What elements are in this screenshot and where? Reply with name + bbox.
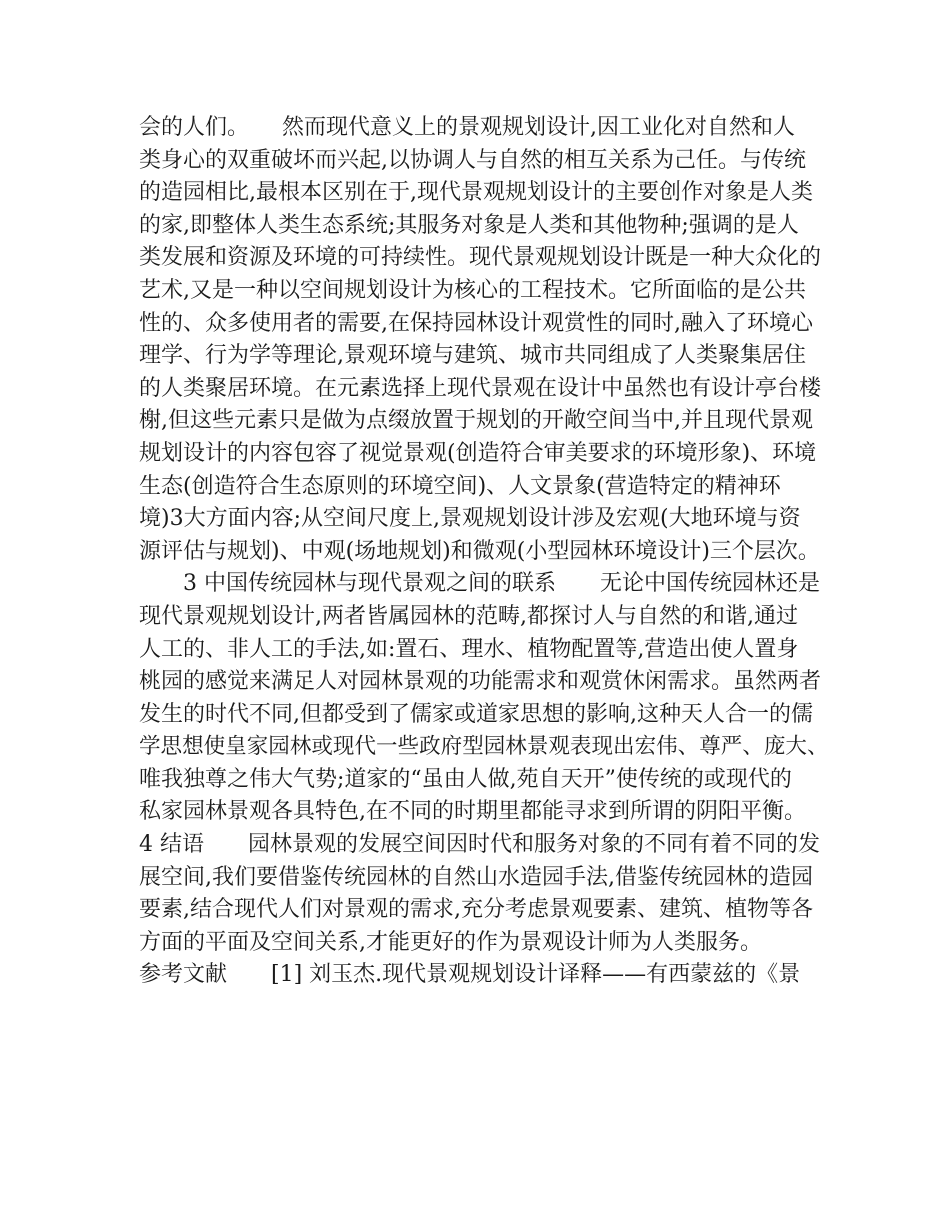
section-heading-line: 4 结语 园林景观的发展空间因时代和服务对象的不同有着不同的发 — [139, 832, 820, 858]
text-line: 学思想使皇家园林或现代一些政府型园林景观表现出宏伟、尊严、庞大、 — [139, 734, 829, 760]
text-line: 类发展和资源及环境的可持续性。现代景观规划设计既是一种大众化的 — [139, 245, 822, 271]
text-line: 规划设计的内容包容了视觉景观(创造符合审美要求的环境形象)、环境 — [139, 440, 817, 466]
text-line: 现代景观规划设计,两者皆属园林的范畴,都探讨人与自然的和谐,通过 — [139, 603, 798, 629]
text-line: 性的、众多使用者的需要,在保持园林设计观赏性的同时,融入了环境心 — [139, 310, 813, 336]
text-line: 唯我独尊之伟大气势;道家的“虽由人做,苑自天开”使传统的或现代的 — [139, 766, 792, 792]
text-line: 生态(创造符合生态原则的环境空间)、人文景象(营造特定的精神环 — [139, 473, 781, 499]
text-line: 发生的时代不同,但都受到了儒家或道家思想的影响,这种天人合一的儒 — [139, 701, 813, 727]
text-line: 艺术,又是一种以空间规划设计为核心的工程技术。它所面临的是公共 — [139, 277, 806, 303]
text-line: 桃园的感觉来满足人对园林景观的功能需求和观赏休闲需求。虽然两者 — [139, 669, 822, 695]
body-text — [139, 112, 829, 992]
references-line: 参考文献 [1] 刘玉杰.现代景观规划设计译释——有西蒙兹的《景 — [139, 962, 801, 988]
section-heading-line: 3 中国传统园林与现代景观之间的联系 无论中国传统园林还是 — [139, 571, 820, 597]
text-line: 人工的、非人工的手法,如:置石、理水、植物配置等,营造出使人置身 — [139, 636, 799, 662]
text-line: 的造园相比,最根本区别在于,现代景观规划设计的主要创作对象是人类 — [139, 180, 813, 206]
text-line: 榭,但这些元素只是做为点缀放置于规划的开敞空间当中,并且现代景观 — [139, 408, 813, 434]
text-line: 要素,结合现代人们对景观的需求,充分考虑景观要素、建筑、植物等各 — [139, 897, 813, 923]
text-line: 私家园林景观各具特色,在不同的时期里都能寻求到所谓的阴阳平衡。 — [139, 799, 806, 825]
text-line: 源评估与规划)、中观(场地规划)和微观(小型园林环境设计)三个层次。 — [139, 538, 820, 564]
text-line: 理学、行为学等理论,景观环境与建筑、城市共同组成了人类聚集居住 — [139, 343, 806, 369]
text-line: 方面的平面及空间关系,才能更好的作为景观设计师为人类服务。 — [139, 929, 762, 955]
text-line: 的人类聚居环境。在元素选择上现代景观在设计中虽然也有设计亭台楼 — [139, 375, 822, 401]
text-line: 会的人们。 然而现代意义上的景观规划设计,因工业化对自然和人 — [139, 115, 795, 140]
text-line: 的家,即整体人类生态系统;其服务对象是人类和其他物种;强调的是人 — [139, 212, 799, 238]
text-line: 境)3大方面内容;从空间尺度上,景观规划设计涉及宏观(大地环境与资 — [139, 506, 801, 532]
text-line: 类身心的双重破坏而兴起,以协调人与自然的相互关系为己任。与传统 — [139, 147, 806, 173]
text-line: 展空间,我们要借鉴传统园林的自然山水造园手法,借鉴传统园林的造园 — [139, 864, 813, 890]
